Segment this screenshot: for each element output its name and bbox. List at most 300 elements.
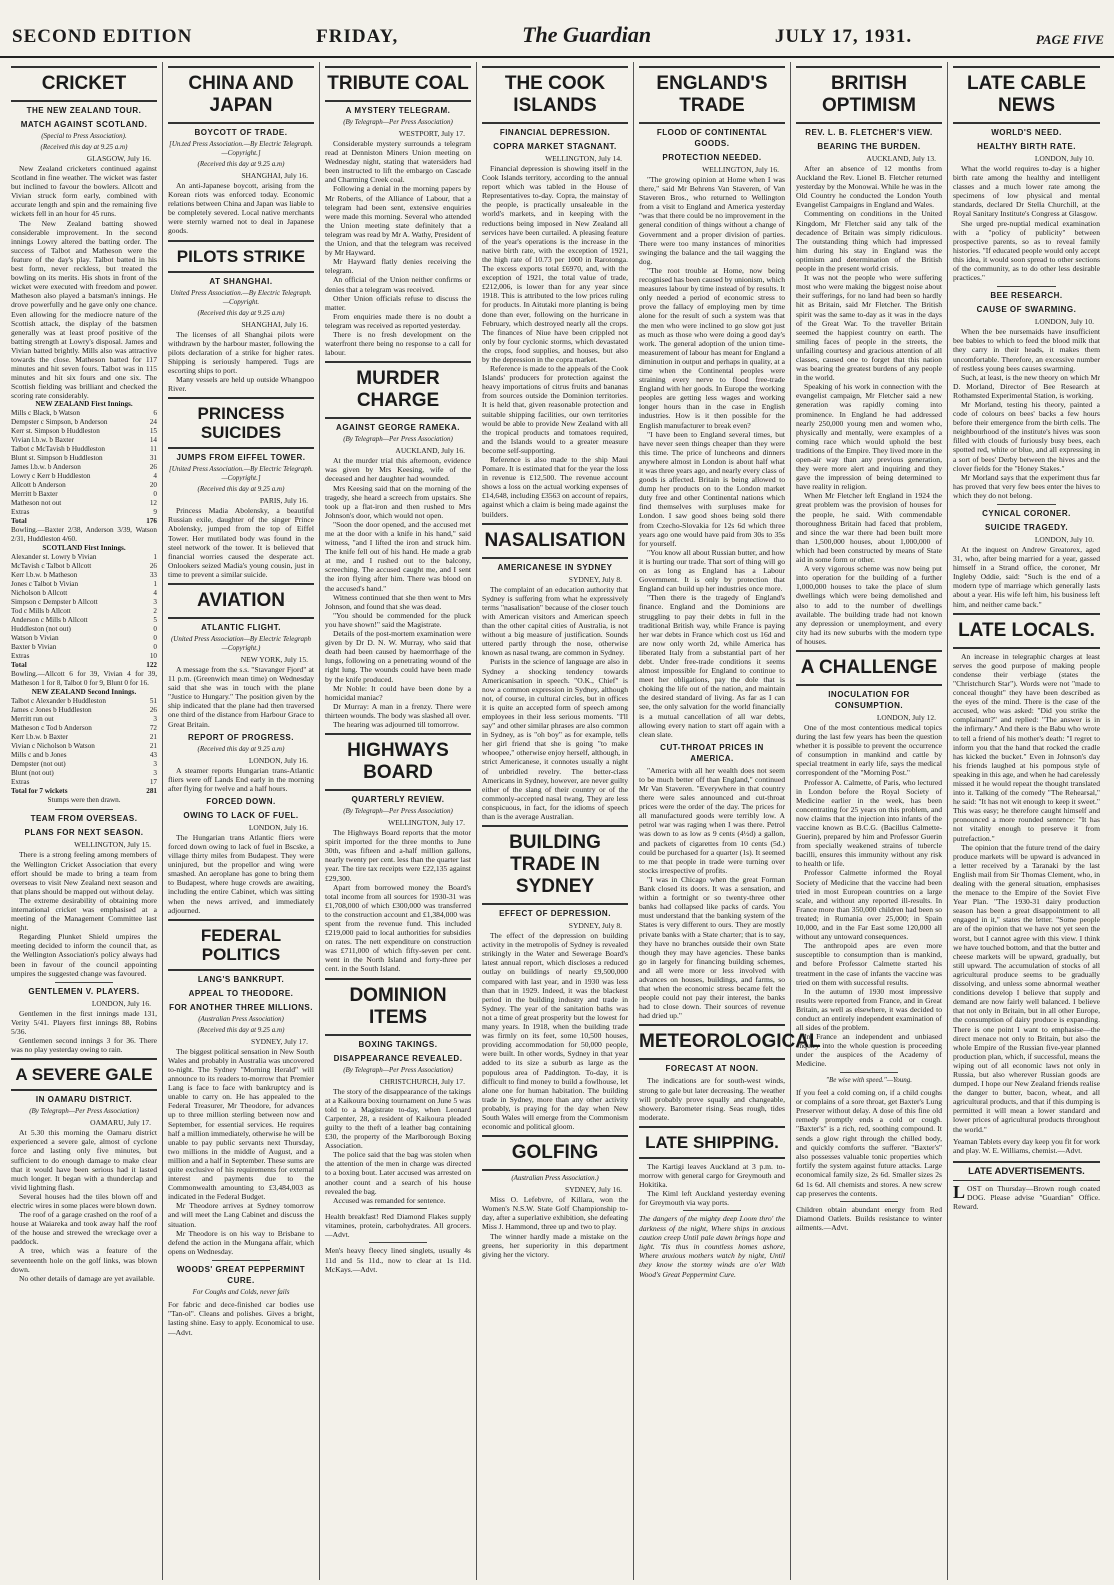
score-row: [11, 607, 157, 616]
runs: 3: [153, 760, 157, 769]
score-row: [11, 751, 157, 760]
subheading: THE NEW ZEALAND TOUR.: [26, 106, 142, 115]
subheading: FORCED DOWN.: [206, 796, 276, 806]
paragraph: From enquiries made there is no doubt a telegram was received as reported yesterday.: [325, 311, 471, 330]
paragraph: "Then there is the tragedy of England's finance. England and the Dominions are struggling to pay their debts in full in the traditional British way, while France is paying her war debts in France which cost us 16d and are now only worth 2d, while America has liberated Italy from a substantial part of her debt. Under free-trade conditions it seems almost impossible for England to continue to meet her obligations, pay the dole that is choking the life out of the nation, and maintain the desired standard of living. As far as I can see, the only salvation for the world financially is a mutual cancellation of all war debts, allowing every nation to start off again with a clean slate.: [639, 593, 785, 739]
dateline: WELLINGTON, July 17.: [388, 818, 465, 828]
agency-line: (By Telegraph—Per Press Association): [343, 435, 453, 444]
runs: 5: [153, 616, 157, 625]
batsman: Lowry c Kerr b Huddleston: [11, 472, 91, 481]
advert-text: Yeaman Tablets every day keep you fit for work and play. W. E. Williams, chemist.—Advt.: [953, 1136, 1100, 1155]
runs: 21: [149, 733, 157, 742]
paragraph: "America with all her wealth does not seem to be much better off than England," continued Mr Van Staveren. "Everywhere in that country there were sales announced and cut-throat prices were the order of the day. The prices for all manufactured goods were terribly low. A petrol war was raging when I was there. Petrol was down to as low as 9 cents (4½d) a gallon, and packets of cigarettes from 10 cents (5d.) could be purchased for a quarter (1s). It seemed to me that people in trade were turning over stocks irrespective of profits.: [639, 765, 785, 875]
batsman: Vivian c Nicholson b Watson: [11, 742, 95, 751]
runs: 9: [153, 508, 157, 517]
score-row: [11, 598, 157, 607]
article-china-japan: [168, 66, 314, 236]
paragraph: "I was in Chicago when the great Forman Bank closed its doors. It was a sensation, and within a fortnight or so twenty-three other banks had collapsed like packs of cards. You must understand that the banking system of the States is very different to ours. They are mostly private banks with a State charter; that is to say, they have no branches outside their own State though they may have agencies. These banks go in largely for financing building schemes, and all were more or less involved with advances on houses, buildings, and farms, so that when the economic stress became felt the people could not pay their interest, the banks had to close down. Their sources of revenue had dried up.": [639, 874, 785, 1021]
dateline: CHRISTCHURCH, July 17.: [379, 1076, 465, 1086]
article-team-overseas: [11, 809, 157, 977]
agency-line: (Australian Press Association): [198, 1014, 284, 1023]
subheading: FOR ANOTHER THREE MILLIONS.: [169, 1002, 313, 1012]
page-number: PAGE FIVE: [1035, 32, 1104, 47]
subheading: REPORT OF PROGRESS.: [188, 732, 294, 742]
article-cook-islands: [482, 66, 628, 519]
headline: FEDERAL POLITICS: [168, 919, 314, 971]
subheading: REV. L. B. FLETCHER'S VIEW.: [805, 128, 933, 137]
agency-line: United Press Association.—By Electric Telegraph.—Copyright.: [170, 288, 312, 306]
subheading: AGAINST GEORGE RAMEKA.: [336, 423, 460, 433]
headline: LATE LOCALS.: [953, 613, 1100, 649]
score-row: [11, 463, 157, 472]
headline: PRINCESS SUICIDES: [168, 397, 314, 449]
article-federal-politics: [168, 919, 314, 1256]
subheading: AMERICANESE IN SYDNEY: [497, 562, 613, 572]
paragraph: Several houses had the tiles blown off and electric wires in some places were blown down.: [11, 1191, 157, 1210]
batsman: James l.b.w. b Anderson: [11, 463, 81, 472]
paragraph: What the world requires to-day is a higher birth rate among the healthy and intelligent classes and a much lower rate among the specimens of low physical and mental standards, declared Dr Stella Churchill, at the Royal Sanitary Institute's Congress at Glasgow.: [953, 164, 1100, 219]
batsman: Blunt (not out): [11, 769, 54, 778]
divider: [997, 286, 1056, 287]
article-englands-trade: [639, 66, 785, 1020]
subheading: BEARING THE BURDEN.: [817, 142, 921, 151]
headline: THE COOK ISLANDS: [482, 66, 628, 124]
paragraph: Gentlemen second innings 3 for 36. There was no play yesterday owing to rain.: [11, 1036, 157, 1055]
score-rows: [11, 553, 157, 670]
score-row: [11, 508, 157, 517]
paragraph: The police said that the bag was stolen when the attention of the men in charge was directed to a boxing bout. Later accused was arrested on another count and a search of his house revealed the bag.: [325, 1150, 471, 1196]
score-row: [11, 634, 157, 643]
paragraph: The winner hardly made a mistake on the greens, her superiority in this department giving her the victory.: [482, 1231, 628, 1259]
headline: NASALISATION: [482, 523, 628, 559]
paragraph: An increase in telegraphic charges at least serves the good purpose of making people condense their verbiage (states the "Christchurch Star"). Words were not "made to conceal thought" they have been described as the eyes of the mind. There is the case of the accused, who was asked: "Did you strike the complainant?" and replied: "The answer is in the infirmary." And there is the Babu who wrote to tell a friend of his mother's death: "I regret to inform you that the hand that rocked the cradle has kicked the bucket." Even in Johnson's day his friends laughed at his pompous style of speaking in this age, and when he had carelessly missed it he would repeat the thought translated into it. Talking of the comedy "The Rehearsal," he said: "It has not wit enough to keep it sweet." This was easy; he therefore caught himself and pronounced a more rounded sentence: "It has not vitality enough to preserve it from putrefaction.": [953, 651, 1100, 843]
subheading: JUMPS FROM EIFFEL TOWER.: [176, 453, 306, 463]
runs: 72: [149, 724, 157, 733]
classified-ad: [953, 1184, 1100, 1212]
subheading: DISAPPEARANCE REVEALED.: [333, 1053, 463, 1063]
quote: "Be wise with speed."—Young.: [826, 1075, 912, 1084]
paragraph: Professor A. Calmette, of Paris, who lectured in London before the Royal Society of Medicine earlier in the week, has been concentrating for 25 years on this problem, and now claims that the injection into infants of the vaccine known as B.C.G. (Bacillus Calmette-Guerin), prepared by him and Professor Guerin from specially weakened strains of tubercle bacilli, ensures this immunity without any risk to health or life.: [796, 777, 942, 869]
headline: ENGLAND'S TRADE: [639, 66, 785, 124]
dateline: GLASGOW, July 16.: [86, 154, 151, 163]
divider: [212, 1260, 270, 1261]
score-total: [11, 517, 157, 526]
advert-poem: The dangers of the mighty deep Loom thro' the darkness of the night, Where ships in anxious caution creep Until pale dawn brings hope and light. 'Tis thus in countless homes ashore, Where anxious mothers watch by night, Until they know the stormy winds are o'er With Wood's Great Peppermint Cure.: [639, 1214, 785, 1279]
divider: [369, 1242, 427, 1243]
batsman: James c Jones b Huddleston: [11, 706, 92, 715]
score-row: [11, 571, 157, 580]
article-dominion-items: [325, 978, 471, 1274]
total-label: Total: [11, 661, 27, 670]
divider: [369, 1208, 427, 1209]
score-row: [11, 580, 157, 589]
score-rows: [11, 409, 157, 526]
score-row: [11, 481, 157, 490]
paragraph: Mrs Keesing said that on the morning of the tragedy, she heard a screech from upstairs. She took up a flat-iron and then rushed to Mrs Johnson's door, which would not open.: [325, 483, 471, 520]
runs: 24: [149, 418, 157, 427]
runs: 15: [149, 427, 157, 436]
subheading: TEAM FROM OVERSEAS.: [30, 814, 138, 824]
scorecard-caption: SCOTLAND First Innings.: [42, 544, 126, 553]
column-3: [320, 62, 477, 1580]
paragraph: When Mr Fletcher left England in 1924 the great problem was the provision of houses for the people, he said. With commendable thoroughness Britain had faced that problem, and since the war there had been built more than 1,500,000 houses, about 1,000,000 of which had been constructed by means of State aid in some form or other.: [796, 491, 942, 565]
runs: 0: [153, 643, 157, 652]
paragraph: Princess Madia Abolensky, a beautiful Russian exile, daughter of the singer Prince Abolensky, jumped from the top of Eiffel Tower. Her mutilated body was found in the steel network of the tower. It is believed that financial worries caused the desperate act. Onlookers seized Madia's young cousin, just in time to prevent a similar suicide.: [168, 506, 314, 579]
headline: A SEVERE GALE: [11, 1058, 157, 1091]
dateline: LONDON, July 16.: [248, 822, 308, 832]
paragraph: Other Union officials refuse to discuss the matter.: [325, 293, 471, 312]
paragraph: A tree, which was a feature of the seventeenth hole on the golf links, was blown down.: [11, 1246, 157, 1274]
subheading: FLOOD OF CONTINENTAL GOODS.: [656, 128, 768, 148]
headline: CRICKET: [11, 66, 157, 102]
batsman: Extras: [11, 778, 30, 787]
subheading: ATLANTIC FLIGHT.: [201, 622, 281, 632]
total-label: Total for 7 wickets: [11, 787, 68, 796]
headline: MURDER CHARGE: [325, 361, 471, 419]
column-5: [634, 62, 821, 1580]
runs: 0: [153, 634, 157, 643]
dateline: SYDNEY, July 8.: [568, 574, 622, 584]
subheading: BOXING TAKINGS.: [358, 1039, 438, 1049]
paragraph: At the inquest on Andrew Greatorex, aged 31, who, after being married for a year, gassed himself in a Strand office, the coroner, Mr Ingleby Oddie, said: "Such is the end of a modern type of marriage which generally lasts about a year. His wife left him, his business left him, and neither came back.": [953, 545, 1100, 609]
subheading: SUICIDE TRAGEDY.: [984, 523, 1069, 532]
paragraph: Reference is also made to the ship Maui Pomare. It is estimated that for the year the loss in revenue is £12,500. The revenue account shows a loss on the actual working expenses of £14,648, including £3563 on account of repairs, against which a claim is being made against the builders.: [482, 455, 628, 519]
article-princess-suicides: [168, 397, 314, 579]
batsman: Extras: [11, 652, 30, 661]
subheading: QUARTERLY REVIEW.: [351, 795, 445, 805]
runs: 1: [153, 553, 157, 562]
advert-text: Men's heavy fleecy lined singlets, usually 4s 11d and 5s 11d., now to clear at 1s 11d. McKays.—Advt.: [325, 1246, 471, 1274]
paragraph: Gentlemen in the first innings made 131, Verity 5/41. Players first innings 88, Robins 5/36.: [11, 1008, 157, 1036]
paragraph: The Kiml left Auckland yesterday evening for Greymouth via way ports.: [639, 1189, 785, 1208]
score-row: [11, 499, 157, 508]
subheading: PLANS FOR NEXT SEASON.: [24, 828, 144, 838]
batsman: Merritt b Baxter: [11, 490, 58, 499]
advert-woods-cure: [168, 1260, 314, 1337]
agency-line: [United Press Association.—By Electric Telegraph.—Copyright.]: [168, 465, 313, 483]
received-line: (Received this day at 9.25 a.m): [197, 160, 285, 168]
batsman: Dempster c Simpson, b Anderson: [11, 418, 108, 427]
paragraph: Reference is made to the appeals of the Cook Islands' producers for protection against the heavy importations of citrus fruits and bananas from sources outside the Dominion territories. It is held that, given reasonable protection and suitable shipping facilities, our own territories would be able to provide New Zealand with all the tropical products and tomatoes required, and the Islands would to a greater measure become self-supporting.: [482, 364, 628, 455]
subheading: CYNICAL CORONER.: [982, 509, 1071, 518]
score-row: [11, 445, 157, 454]
score-row: [11, 589, 157, 598]
dateline: LONDON, July 16.: [91, 998, 151, 1008]
article-gentlemen-players: [11, 982, 157, 1054]
column-7: [948, 62, 1105, 1580]
agency-line: (By Telegraph—Per Press Association): [343, 1065, 453, 1074]
score-row: [11, 454, 157, 463]
subheading: LANG'S BANKRUPT.: [197, 974, 285, 984]
headline: TRIBUTE COAL: [325, 66, 471, 102]
subheading: COPRA MARKET STAGNANT.: [493, 142, 617, 151]
drop-capital: L: [953, 1182, 966, 1203]
paragraph: "The root trouble at Home, now being recognised has been caused by unionism, which measures labour by time instead of by results. It only needed a period of economic stress to prove the fallacy of employing men by time alone for the result of such a system was that the men who were inclined to go slow got just as much as those who were doing a good day's work. The general adoption of the union time-measurement of labour has meant for England a diminution in output and perhaps in quality, at a time when the Continental peoples were straining every nerve to flood free-trade England with her goods. In Europe the working peoples are getting less wages and working longer hours than in the case in English industries. How is it then possible for the English manufacturer to break even?: [639, 265, 785, 430]
runs: 26: [149, 562, 157, 571]
article-british-optimism: [796, 66, 942, 646]
subheading: MATCH AGAINST SCOTLAND.: [20, 120, 148, 129]
paragraph: The New Zealand batting showed considerable improvement. In the second innings Lowry altered the batting order. The success of Talbot and Matheson were the feature of the day's play. Talbot batted in his best form, never reckless, but treated the bowling on its merits. His shots in front of the wicket were executed with freedom and power. Matheson also played a batsman's innings. He drove powerfully and he gave only one chance. Even allowing for the mediocre nature of the Scottish attack, the display of the batsmen generally was at least proof positive of the batting strength at Lowry's disposal. James and Vivian batted brightly. Mills also was attractive towards the close. Matheson batted for 117 minutes and hit seven fours. Talbot was in 115 minutes and hit six fours and one six. The Scottish fielding was brilliant and checked the scoring rate considerably.: [11, 218, 157, 401]
divider: [997, 504, 1056, 505]
advert-heading: WOODS' GREAT PEPPERMINT CURE.: [176, 1264, 306, 1285]
score-row: [11, 616, 157, 625]
article-bee-research: [953, 286, 1100, 500]
headline: BRITISH OPTIMISM: [796, 66, 942, 124]
paragraph: Purists in the science of language are also in Sydney a shocking tendency towards Americanisation in speech. "O.K., Chief" is now a common expression in Sydney, although not, of course, in cultural circles, but in offices it is quite an accepted form of speech among employees in their less serious moments. "I'll say" and other similar phrases are also common in Sydney, as is "oh boy" as for example, tells her girl friend that she is going "to make whoopee," otherwise enjoy herself, although, in strict Americanese, it connotes usually a night of unbridled revelry. The better-class Americans in Sydney, however, are never guilty either of the slang of their country or of the commonly-accepted nasal twang. They are less conspicuous, in fact, for the idioms of speech than is the average Australian.: [482, 657, 628, 821]
batsman: Baxter b Vivian: [11, 643, 57, 652]
paragraph: An anti-Japanese boycott, arising from the Korean riots was enforced today. Economic relations between China and Japan was liable to be completely severed. Local native merchants were sternly warned not to deal in Japanese goods.: [168, 181, 314, 236]
article-pilots-strike: [168, 240, 314, 394]
total-runs: 122: [146, 661, 157, 670]
agency-line: (United Press Association—By Electric Telegraph—Copyright.): [170, 634, 312, 652]
batsman: Alexander st. Lowry b Vivian: [11, 553, 97, 562]
paragraph: The Hungarian trans Atlantic fliers were forced down owing to lack of fuel in Bscske, a village thirty miles from Budapest. They were uninjured, but the propellor and wing were smashed. An aeroplane has gone to bring them to Budapest, where huge crowds are awaiting, including the entire Cabinet, which was sitting when the news arrived, and immediately adjourned.: [168, 832, 314, 915]
paragraph: "You should be commended for the pluck you have shown!" said the Magistrate.: [325, 610, 471, 629]
score-rows: [11, 697, 157, 796]
dateline: SHANGHAI, July 16.: [241, 319, 308, 329]
score-row: [11, 706, 157, 715]
headline: LATE CABLE NEWS: [953, 66, 1100, 124]
headline: BUILDING TRADE IN SYDNEY: [482, 825, 628, 905]
column-6: [791, 62, 948, 1580]
dateline: NEW YORK, July 15.: [240, 654, 308, 664]
scorecard-caption: NEW ZEALAND Second Innings.: [31, 688, 137, 697]
subheading: EFFECT OF DEPRESSION.: [499, 909, 611, 919]
batsman: Tod c Mills b Allcott: [11, 607, 71, 616]
subheading: BOYCOTT OF TRADE.: [194, 128, 288, 137]
article-a-challenge: [796, 650, 942, 1233]
paragraph: Accused was remanded for sentence.: [333, 1195, 446, 1205]
batsman: Nicholson b Allcott: [11, 589, 68, 598]
advert-tagline: For Coughs and Colds, never fails: [192, 1287, 290, 1296]
article-cynical-coroner: [953, 504, 1100, 609]
paragraph: She urged pre-nuptial medical examination with a "policy of publicity" between prospective parents, so as to reveal family histories. "If educated people would only accept this idea, it would soon spread to other sections of the community, as to do other less desirable practices.": [953, 218, 1100, 283]
paragraph: Speaking of his work in connection with the evangelist campaign, Mr Fletcher said a new generation was rapidly coming into prominence. In England he had addressed nearly 250,000 young men and women who, physically and mentally, were examples of a coming race which would uphold the best traditions of the Empire. They lived more in the open-air way than any previous generation, they were more alert and inquiring and they gave the impression of being determined to have reality in religion.: [796, 382, 942, 492]
dateline: WELLINGTON, July 16.: [702, 165, 779, 174]
paragraph: Professor Calmette informed the Royal Society of Medicine that the vaccine had been tried in most European countries on a large scale, and without any reported ill-results. In France more than 350,000 children had been so treated; in Rumania over 25,000; in Spain 10,000, and in the Far East some 120,000 all without any untoward consequences.: [796, 868, 942, 942]
subheading: APPEAL TO THEODORE.: [188, 988, 294, 998]
article-late-shipping: [639, 1126, 785, 1279]
agency-line: [Un.ted Press Association.—By Electric Telegraph.—Copyright.]: [169, 140, 313, 157]
runs: 43: [149, 751, 157, 760]
subheading: IN OAMARU DISTRICT.: [35, 1095, 133, 1105]
subheading: CAUSE OF SWARMING.: [976, 305, 1077, 315]
divider: [840, 1201, 898, 1202]
paragraph: Following a denial in the morning papers by Mr Roberts, of the Alliance of Labour, that a telegram had been sent, extensive enquiries were made this morning. Several who attended the Union meeting state definitely that a telegram was read by Mr A. Wathy, President of the Union, and that the telegram was received by Mr Hayward.: [325, 184, 471, 258]
paragraph: Such, at least, is the new theory on which Mr D. Morland, Director of Bee Research at Rothamsted Experimental Station, is working.: [953, 372, 1100, 400]
runs: 26: [149, 463, 157, 472]
received-line: (Received this day at 9.25 a.m): [197, 1025, 285, 1034]
dateline: WELLINGTON, July 15.: [74, 840, 151, 850]
runs: 3: [153, 715, 157, 724]
article-tribute-coal: [325, 66, 471, 357]
runs: 3: [153, 598, 157, 607]
batsman: Talbot c Alexander b Huddleston: [11, 697, 106, 706]
advert-text: Children obtain abundant energy from Red Diamond Oatlets. Builds resistance to winter ailments.—Advt.: [796, 1204, 942, 1233]
subheading: FORECAST AT NOON.: [665, 1064, 759, 1074]
runs: 26: [149, 706, 157, 715]
article-severe-gale: [11, 1058, 157, 1283]
paragraph: An official of the Union neither confirms or denies that a telegram was received.: [325, 275, 471, 294]
article-late-locals: [953, 613, 1100, 1155]
paragraph: Considerable mystery surrounds a telegram read at Denniston Miners Union meeting on Wednesday night, stating that watersiders had been instructed to lift the embargo on Cascade and Charming Creek coal.: [325, 139, 471, 185]
batsman: McTavish c Talbot b Allcott: [11, 562, 92, 571]
day-label: FRIDAY,: [316, 26, 399, 47]
classified-text: OST on Thursday—Brown rough coated DOG. Please advise "Guardian" Office. Reward.: [953, 1184, 1100, 1212]
headline: LATE SHIPPING.: [639, 1126, 785, 1159]
divider: [840, 1072, 898, 1073]
score-total: [11, 661, 157, 670]
dateline: WESTPORT, July 17.: [398, 129, 465, 138]
subheading: BEE RESEARCH.: [990, 291, 1063, 301]
subheading: OWING TO LACK OF FUEL.: [183, 810, 299, 820]
runs: 33: [149, 571, 157, 580]
paragraph: Mr Morland says that the experiment thus far has proved that very few bees enter the hives to which they do not belong.: [953, 472, 1100, 500]
paragraph: There is a strong feeling among members of the Wellington Cricket Association that every effort should be made to bring a team from overseas to visit New Zealand next season and that plans should be mapped out without delay.: [11, 850, 157, 896]
subheading: PROTECTION NEEDED.: [662, 153, 762, 162]
runs: 20: [149, 481, 157, 490]
paragraph: At 5.30 this morning the Oamaru district experienced a severe gale, almost of cyclone force and lasting only five minutes, but sufficient to do enough damage to make clear that it would have been serious had it lasted much longer. It began with a thunderclap and vivid lightning flash.: [11, 1128, 157, 1192]
batsman: Kerr l.b.w. b Matheson: [11, 571, 78, 580]
paragraph: The Highways Board reports that the motor spirit imported for the three months to June 30th, was fifteen and a-half million gallons, nearly twenty per cent. less than the quarter last year. The tire tax receipts were £22,135 against £29,300.: [325, 828, 471, 883]
score-row: [11, 409, 157, 418]
paragraph: When the bee nursemaids have insufficient bee babies to which to feed the blood milk that they carry in their heads, it makes them uncomfortable. Therefore, an excessive number of restless young bees causes swarming.: [953, 327, 1100, 373]
divider: [55, 809, 113, 810]
dateline: LONDON, July 10.: [1034, 535, 1094, 544]
dateline: PARIS, July 16.: [259, 496, 308, 506]
score-row: [11, 643, 157, 652]
paragraph: No other details of damage are yet available.: [19, 1273, 155, 1283]
batsman: Vivian l.b.w. b Baxter: [11, 436, 74, 445]
paragraph: In France an independent and unbiased enquiry into the whole question is proceeding under the auspices of the Academy of Medicine.: [796, 1032, 942, 1069]
batsman: Huddleston (not out): [11, 625, 71, 634]
paragraph: The anthropoid apes are even more susceptible to consumption than is mankind, and before Professor Calmette started his treatment in the case of infants the vaccine was tried on them with successful results.: [796, 941, 942, 987]
agency-line: (Australian Press Association.): [511, 1174, 599, 1183]
subheading: CUT-THROAT PRICES IN AMERICA.: [660, 742, 764, 763]
runs: 10: [149, 652, 157, 661]
subheading: WORLD'S NEED.: [991, 128, 1062, 137]
dateline: SYDNEY, July 16.: [565, 1185, 622, 1195]
article-golfing: [482, 1135, 628, 1259]
article-building-trade: [482, 825, 628, 1131]
batsman: Mills c Black, b Watson: [11, 409, 80, 418]
paragraph: After an absence of 12 months from Auckland the Rev. Lionel B. Fletcher returned yesterday by the Monowai. While he was in the Old Country he conducted the London Youth Evangelist Campaigns in England and Wales.: [796, 164, 942, 210]
paragraph: New Zealand cricketers continued against Scotland in fine weather. The wicket was faster but inclined to favour the bowlers. Allcott and Vivian struck form early, combined with accurate length and spin and the remaining five wickets fell in an hour for 45 runs.: [11, 164, 157, 219]
score-row: [11, 652, 157, 661]
batsman: Matheson c Tod b Anderson: [11, 724, 92, 733]
dateline: SYDNEY, July 8.: [568, 921, 622, 931]
agency-line: (By Telegraph—Per Press Association): [29, 1107, 139, 1116]
runs: 6: [153, 409, 157, 418]
headline: A CHALLENGE: [796, 650, 942, 686]
article-cricket: [11, 66, 157, 805]
masthead: [0, 0, 1114, 58]
total-runs: 281: [146, 787, 157, 796]
runs: 11: [150, 445, 157, 454]
paragraph: Mr Theodore arrives at Sydney tomorrow and will meet the Lang Cabinet and discuss the situation.: [168, 1201, 314, 1229]
issue-date: JULY 17, 1931.: [774, 26, 913, 47]
score-row: [11, 427, 157, 436]
paragraph: The Kartigi leaves Auckland at 3 p.m. to-morrow with general cargo for Greymouth and Hokitika.: [639, 1161, 785, 1190]
subheading: A MYSTERY TELEGRAM.: [345, 106, 451, 115]
dateline: WELLINGTON, July 14.: [545, 154, 622, 163]
batsman: Merritt run out: [11, 715, 54, 724]
scorecard: [11, 400, 157, 805]
paragraph: Financial depression is showing itself in the Cook Islands territory, according to the annual report which was tabled in the House of Representatives to-day. Copra, the mainstay of the people, is practically unsaleable in the world's markets, and in keeping with the reductions being imposed in New Zealand all services have been curtailed. A pleasing feature of the year's operations is the increase in the native birth rate, with the exception of 1921, the high rate of 10.73 per 1000 in Rarotonga. The excess exports total £6970, and, with the exception of 1921, the total value of trade, £212,006, is lower than for any year since 1918. This is attributed to the low prices ruling for products. In Aitutaki more planting is being done than ever, following on the hurricane in February, which destroyed nearly all the crops. The finances of Niue have been crippled not only by four cyclonic storms, which devastated the crops, food supplies, and houses, but also by the depression in the copra market.: [482, 164, 628, 364]
batsman: Dempster (not out): [11, 760, 66, 769]
paragraph: Mr Hayward flatly denies receiving the telegram.: [325, 257, 471, 276]
runs: 17: [149, 778, 157, 787]
paper-name: The Guardian: [522, 22, 652, 47]
agency-line: (By Telegraph—Per Press Association): [343, 807, 453, 816]
runs: 12: [149, 499, 157, 508]
runs: 0: [153, 490, 157, 499]
paragraph: Mr Morland, testing his theory, painted a code of colours on bees' backs a few hours before their emergence from the birth cells. The neighbourhood of the institute's hives was soon filled with clouds of furiously busy bees, each spotted red, white or blue, and all expressing in a sort of bees' Derby between the hives and the clover fields for the "Honey Stakes.": [953, 399, 1100, 473]
runs: 1: [153, 580, 157, 589]
paragraph: Details of the post-mortem examination were given by Dr D. N. W. Murray, who said that death had been caused by haemorrhage of the lungs, following on a penetrating wound of the right lung. The wounds could have been made by the knife produced.: [325, 629, 471, 684]
article-murder-charge: [325, 361, 471, 729]
runs: 51: [149, 697, 157, 706]
paragraph: There is no fresh development on the waterfront there being no response to a call for labour.: [325, 329, 471, 358]
article-late-cable-news: [953, 66, 1100, 282]
subheading: GENTLEMEN V. PLAYERS.: [28, 986, 140, 996]
paragraph: The effect of the depression on building activity in the metropolis of Sydney is revealed strikingly in the Water and Sewerage Board's latest annual report, which discloses a reduced outlay on buildings of nearly £9,500,000 compared with last year, and in 1930 was less than that in 1929. Indeed, it was the blackest period in the building industry and trade in Sydney. The year of the sanitation baths was not a time of great prosperity but the lowest for many years. In 1918, when the building trade was firmly on its feet, some 10,500 houses, providing accommodation for 50,000 people, were built. In other words, Sydney in that year added to its size a suburb as large as the populous area of Paddington. To-day, it is difficult to find money to build a fowlhouse, let alone one for human habitation. The building trade in Sydney, more than any other activity probably, is praying for the day when New South Wales will emerge from the Commonism economic and political gloom.: [482, 931, 628, 1132]
batsman: Watson b Vivian: [11, 634, 59, 643]
runs: 3: [153, 769, 157, 778]
score-row: [11, 418, 157, 427]
paragraph: A very vigorous scheme was now being put into operation for the building of a further 1,000,000 houses to take the place of slum dwellings which were being demolished and also to add to the number of dwellings available. The building trade had not known any depression or unemployment, and every city had its new suburbs with the modern type of houses.: [796, 564, 942, 646]
headline: GOLFING: [482, 1135, 628, 1171]
article-aviation: [168, 583, 314, 915]
score-row: [11, 769, 157, 778]
dateline: SHANGHAI, July 16.: [241, 171, 308, 180]
total-runs: 176: [146, 517, 157, 526]
batsman: Jones c Talbot b Vivian: [11, 580, 79, 589]
paragraph: It was not the people who were suffering most who were making the biggest noise about their sufferings, for no land had been so hardly hit as Britain, said Mr Fletcher. The British spirit was the same to-day as it was in the days of the Great War. To the traveller Britain seemed the happiest country on earth. The smiling faces of people in the streets, the unfailing courtesy and gracious attention of all classes, caused one to forget that this nation was bearing the greatest burdens of any people in the world.: [796, 273, 942, 383]
paragraph: The complaint of an education authority that Sydney is suffering from what he expressively terms "nasalisation" because of the closer touch with American visitors and American speech than the other capital cities of Australia, is not without a big measure of justification. Sounds uttered partly through the nose, otherwise known as nasal twang, are common in Sydney.: [482, 584, 628, 658]
agency-line: (Special to Press Association).: [41, 132, 127, 140]
stumps-note: Stumps were then drawn.: [47, 796, 121, 805]
paragraph: Mr Noble: It could have been done by a homicidal maniac?: [325, 683, 471, 702]
batsman: Kerr st. Simpson b Huddleston: [11, 427, 100, 436]
headline: CHINA AND JAPAN: [168, 66, 314, 124]
batsman: Allcott b Anderson: [11, 481, 66, 490]
batsman: Talbot c McTavish b Huddleston: [11, 445, 106, 454]
received-line: (Received this day at 9.25 a.m): [197, 308, 285, 317]
score-row: [11, 553, 157, 562]
subheading: AT SHANGHAI.: [209, 276, 273, 286]
score-row: [11, 490, 157, 499]
batsman: Blunt st. Simpson b Huddleston: [11, 454, 103, 463]
paragraph: "The growing opinion at Home when I was there," said Mr Behrens Van Staveren, of Van Staveren Bros., who returned to Wellington from a visit to England and America yesterday "was that there could be no improvement in the general condition of things without a change of Government and a proper division of parties. There were too many instances of minorities swinging the balance and the tail wagging the dog.: [639, 175, 785, 266]
runs: 4: [153, 589, 157, 598]
article-nasalisation: [482, 523, 628, 821]
received-line: (Received this day at 9.25 a.m): [197, 485, 285, 494]
paragraph: Regarding Plunket Shield umpires the meeting decided to inform the council that, as the Wellington Association's policy always had been in favour of the council appointing umpires the suggested change was favoured.: [11, 932, 157, 978]
column-2: [163, 62, 320, 1580]
paragraph: Mr Theodore is on his way to Brisbane to defend the action in the Mungana affair, which opens on Wednesday.: [168, 1228, 314, 1256]
paragraph: The story of the disappearance of the takings at a Kaikoura boxing tournament on June 5 was told to a Magistrate to-day, when Leonard Carpenter, 28, a resident of Kaikoura pleaded guilty to the theft of a leather bag containing £30, the property of the Marlborough Boxing Association.: [325, 1086, 471, 1151]
batsman: Mills c and b Jones: [11, 751, 67, 760]
paragraph: The indications are for south-west winds, strong to gale but later decreasing. The weather will probably prove squally and changeable, showery. Barometer rising. Seas rough, tides moderate.: [639, 1076, 785, 1122]
score-row: [11, 562, 157, 571]
paragraph: One of the most contentious medical topics during the last few years has been the question whether it is possible to prevent the occurrence of consumption in mankind and cattle by special treatment in early life, says the medical correspondent of the "Morning Post.": [796, 722, 942, 778]
runs: 2: [153, 607, 157, 616]
paragraph: At the murder trial this afternoon, evidence was given by Mrs Keesing, wife of the deceased and her daughter had wounded.: [325, 456, 471, 484]
score-row: [11, 742, 157, 751]
edition-label: SECOND EDITION: [12, 26, 193, 47]
article-meteorological: [639, 1024, 821, 1122]
